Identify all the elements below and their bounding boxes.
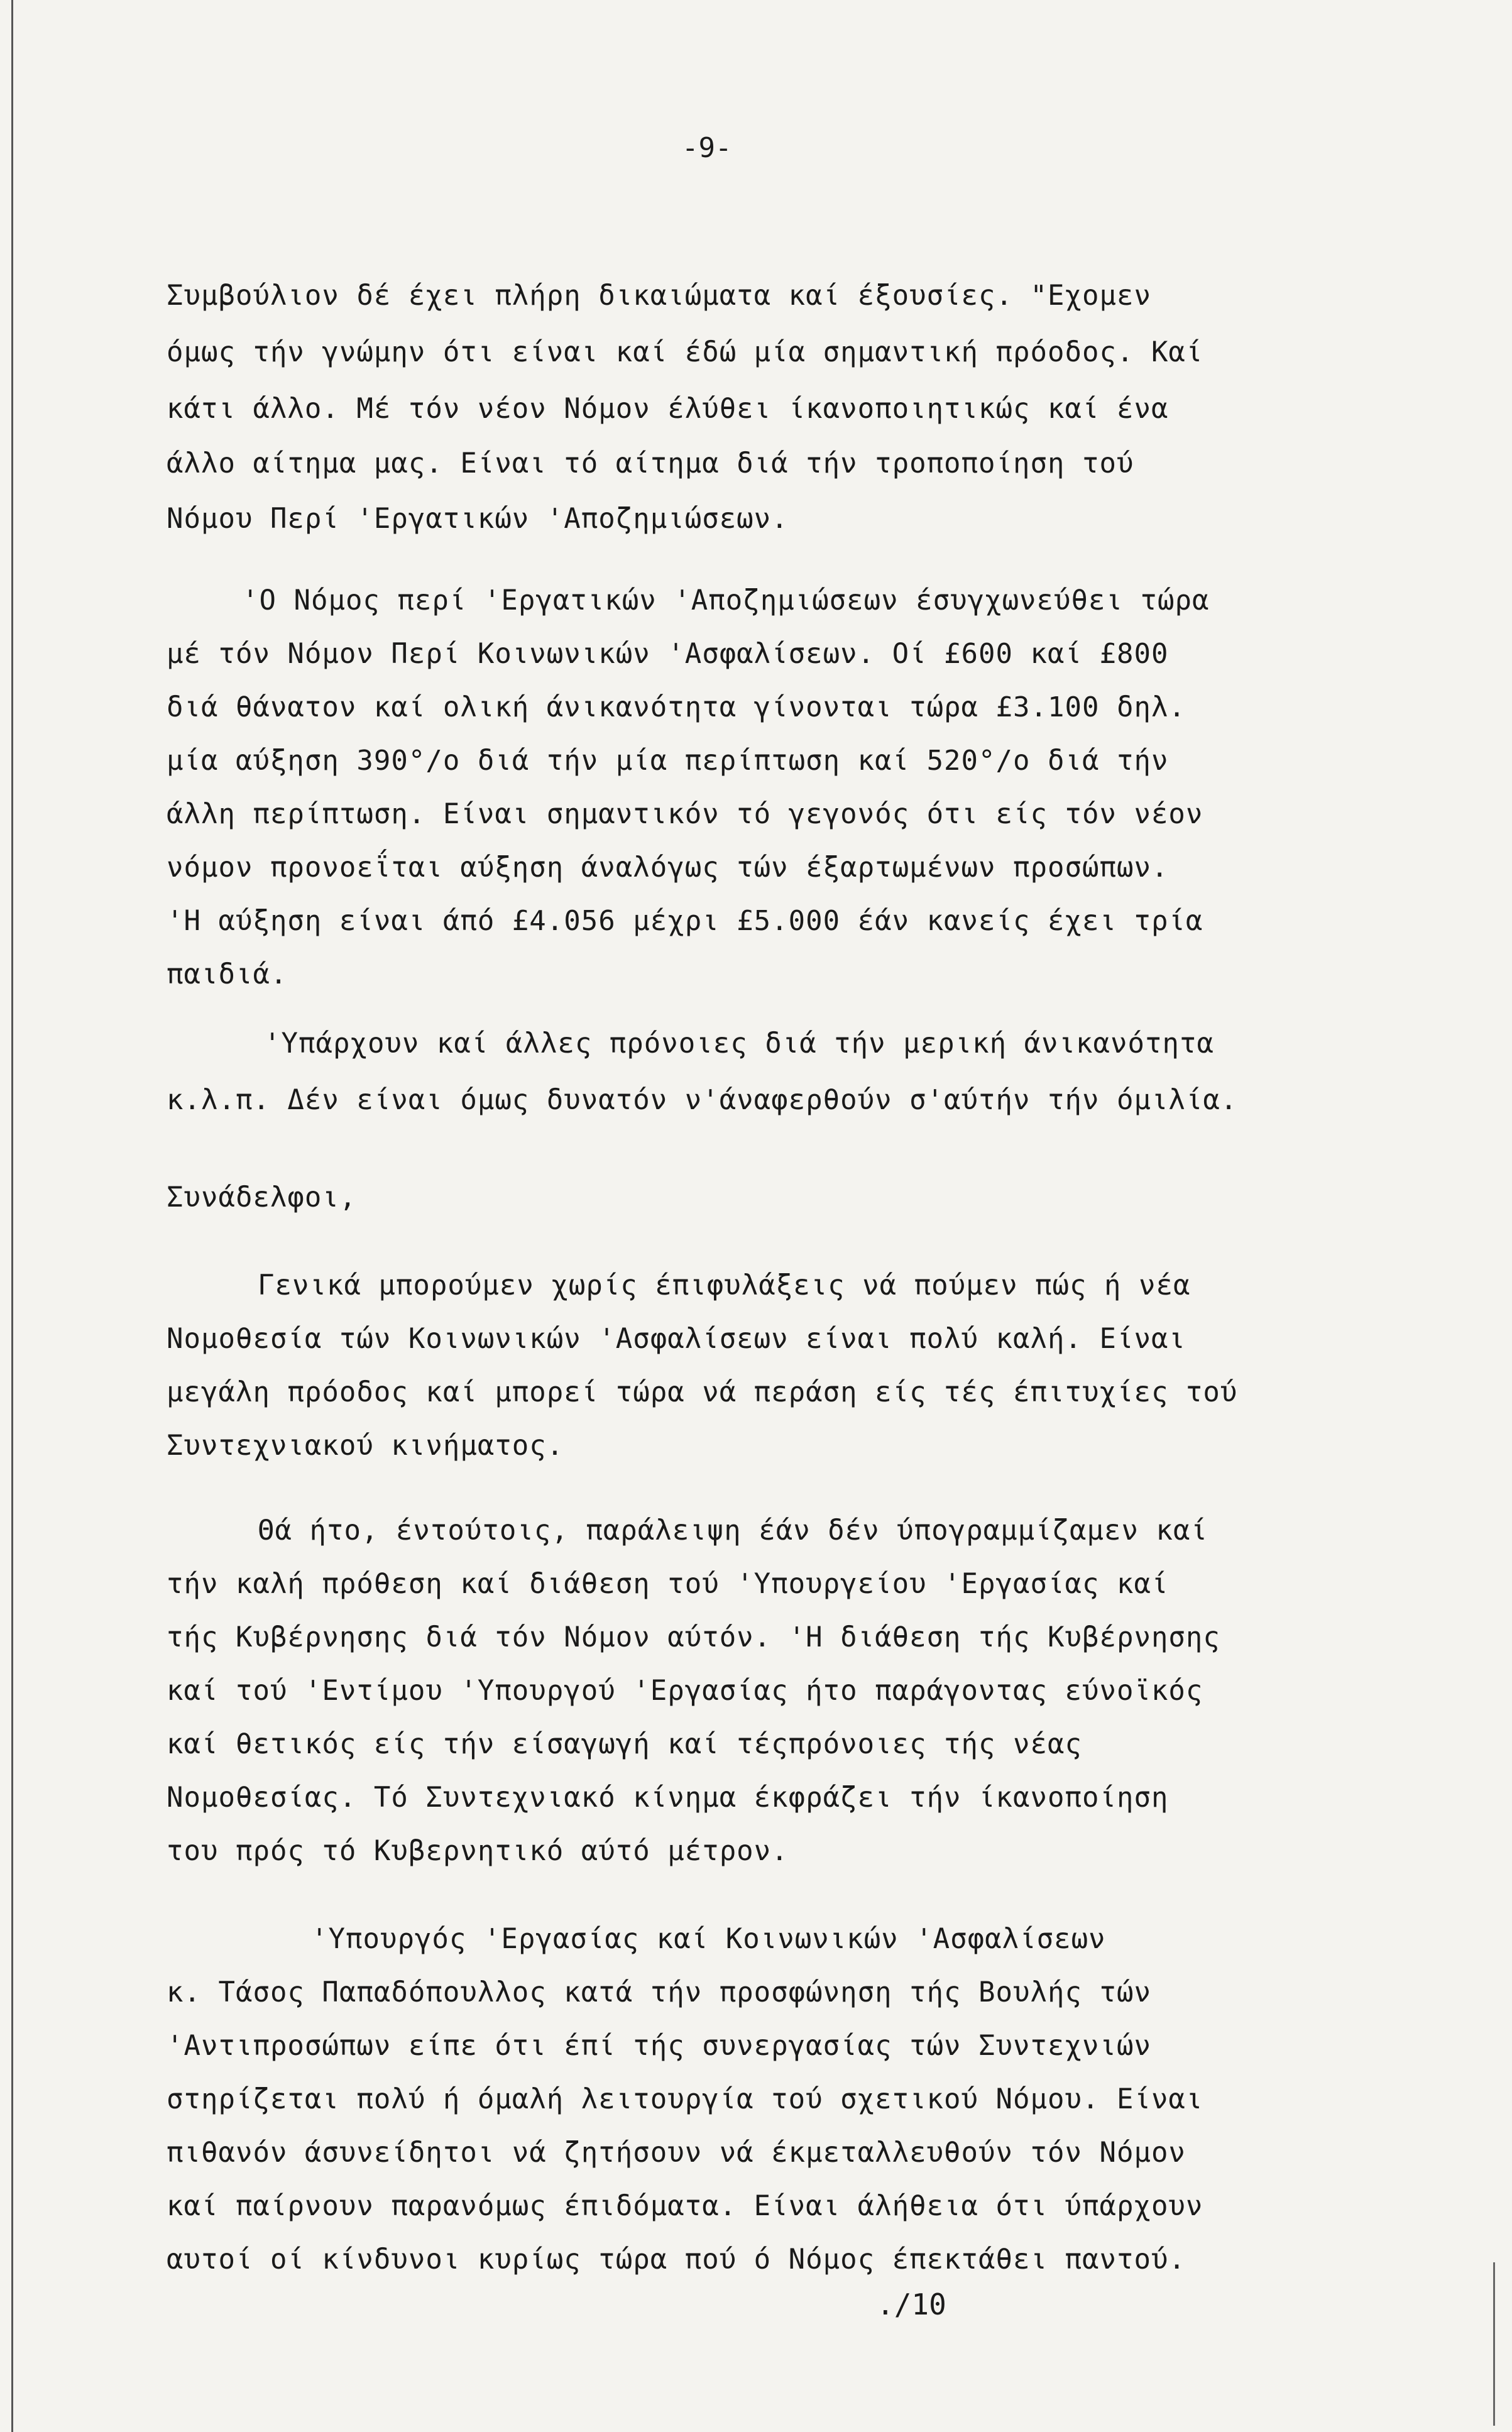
text-line: Νομοθεσία τών Κοινωνικών 'Ασφαλίσεων είναι πολύ καλή. Είναι — [167, 1323, 1186, 1355]
text-line: Θά ήτο, έντούτοις, παράλειψη έάν δέν ύπογραμμίζαμεν καί — [258, 1515, 1208, 1547]
text-line: τής Κυβέρνησης διά τόν Νόμον αύτόν. 'Η διάθεση τής Κυβέρνησης — [167, 1621, 1220, 1653]
text-line: όμως τήν γνώμην ότι είναι καί έδώ μία σημαντική πρόοδος. Καί — [167, 336, 1203, 368]
text-line: Συμβούλιον δέ έχει πλήρη δικαιώματα καί έξουσίες. "Εχομεν — [167, 280, 1151, 312]
text-line: κάτι άλλο. Μέ τόν νέον Νόμον έλύθει ίκανοποιητικώς καί ένα — [167, 393, 1169, 425]
text-line: πιθανόν άσυνείδητοι νά ζητήσουν νά έκμεταλλευθούν τόν Νόμον — [167, 2137, 1186, 2169]
text-line: μία αύξηση 390°/ο διά τήν μία περίπτωση καί 520°/ο διά τήν — [167, 745, 1169, 777]
salutation: Συνάδελφοι, — [167, 1181, 357, 1213]
text-line: άλλη περίπτωση. Είναι σημαντικόν τό γεγονός ότι είς τόν νέον — [167, 798, 1203, 830]
text-line: Γενικά μπορούμεν χωρίς έπιφυλάξεις νά πούμεν πώς ή νέα — [258, 1269, 1191, 1301]
text-line: τήν καλή πρόθεση καί διάθεση τού 'Υπουργείου 'Εργασίας καί — [167, 1568, 1169, 1600]
text-line: Συντεχνιακού κινήματος. — [167, 1430, 564, 1462]
text-line: 'Αντιπροσώπων είπε ότι έπί τής συνεργασίας τών Συντεχνιών — [167, 2030, 1151, 2062]
text-line: του πρός τό Κυβερνητικό αύτό μέτρον. — [167, 1835, 789, 1867]
continuation-marker: ./10 — [877, 2287, 946, 2321]
text-line: 'Υπάρχουν καί άλλες πρόνοιες διά τήν μερική άνικανότητα — [264, 1027, 1214, 1060]
text-line: μεγάλη πρόοδος καί μπορεί τώρα νά περάση είς τές έπιτυχίες τού — [167, 1376, 1238, 1408]
text-line: Νόμου Περί 'Εργατικών 'Αποζημιώσεων. — [167, 503, 789, 535]
text-line: 'Η αύξηση είναι άπό £4.056 μέχρι £5.000 έάν κανείς έχει τρία — [167, 905, 1203, 937]
text-line: καί παίρνουν παρανόμως έπιδόματα. Είναι άλήθεια ότι ύπάρχουν — [167, 2190, 1203, 2222]
text-line: καί θετικός είς τήν είσαγωγή καί τέςπρόνοιες τής νέας — [167, 1728, 1082, 1760]
text-line: καί τού 'Εντίμου 'Υπουργού 'Εργασίας ήτο παράγοντας εύνοϊκός — [167, 1675, 1203, 1707]
text-line: κ.λ.π. Δέν είναι όμως δυνατόν ν'άναφερθούν σ'αύτήν τήν όμιλία. — [167, 1084, 1238, 1116]
text-line: νόμον προνοεΐται αύξηση άναλόγως τών έξαρτωμένων προσώπων. — [167, 852, 1169, 884]
margin-binding-mark — [11, 0, 13, 2432]
text-line: 'Υπουργός 'Εργασίας καί Κοινωνικών 'Ασφαλίσεων — [311, 1923, 1106, 1955]
text-line: 'Ο Νόμος περί 'Εργατικών 'Αποζημιώσεων έσυγχωνεύθει τώρα — [242, 584, 1210, 616]
text-line: μέ τόν Νόμον Περί Κοινωνικών 'Ασφαλίσεων. Οί £600 καί £800 — [167, 638, 1169, 670]
text-line: παιδιά. — [167, 958, 288, 990]
margin-tick-mark — [1493, 2262, 1495, 2426]
page-number: -9- — [682, 132, 732, 164]
text-line: Νομοθεσίας. Τό Συντεχνιακό κίνημα έκφράζει τήν ίκανοποίηση — [167, 1782, 1169, 1814]
text-line: διά θάνατον καί ολική άνικανότητα γίνονται τώρα £3.100 δηλ. — [167, 691, 1186, 723]
text-line: αυτοί οί κίνδυνοι κυρίως τώρα πού ό Νόμος έπεκτάθει παντού. — [167, 2243, 1186, 2276]
text-line: κ. Τάσος Παπαδόπουλλος κατά τήν προσφώνηση τής Βουλής τών — [167, 1976, 1151, 2008]
text-line: στηρίζεται πολύ ή όμαλή λειτουργία τού σχετικού Νόμου. Είναι — [167, 2083, 1203, 2115]
text-line: άλλο αίτημα μας. Είναι τό αίτημα διά τήν τροποποίηση τού — [167, 447, 1134, 479]
